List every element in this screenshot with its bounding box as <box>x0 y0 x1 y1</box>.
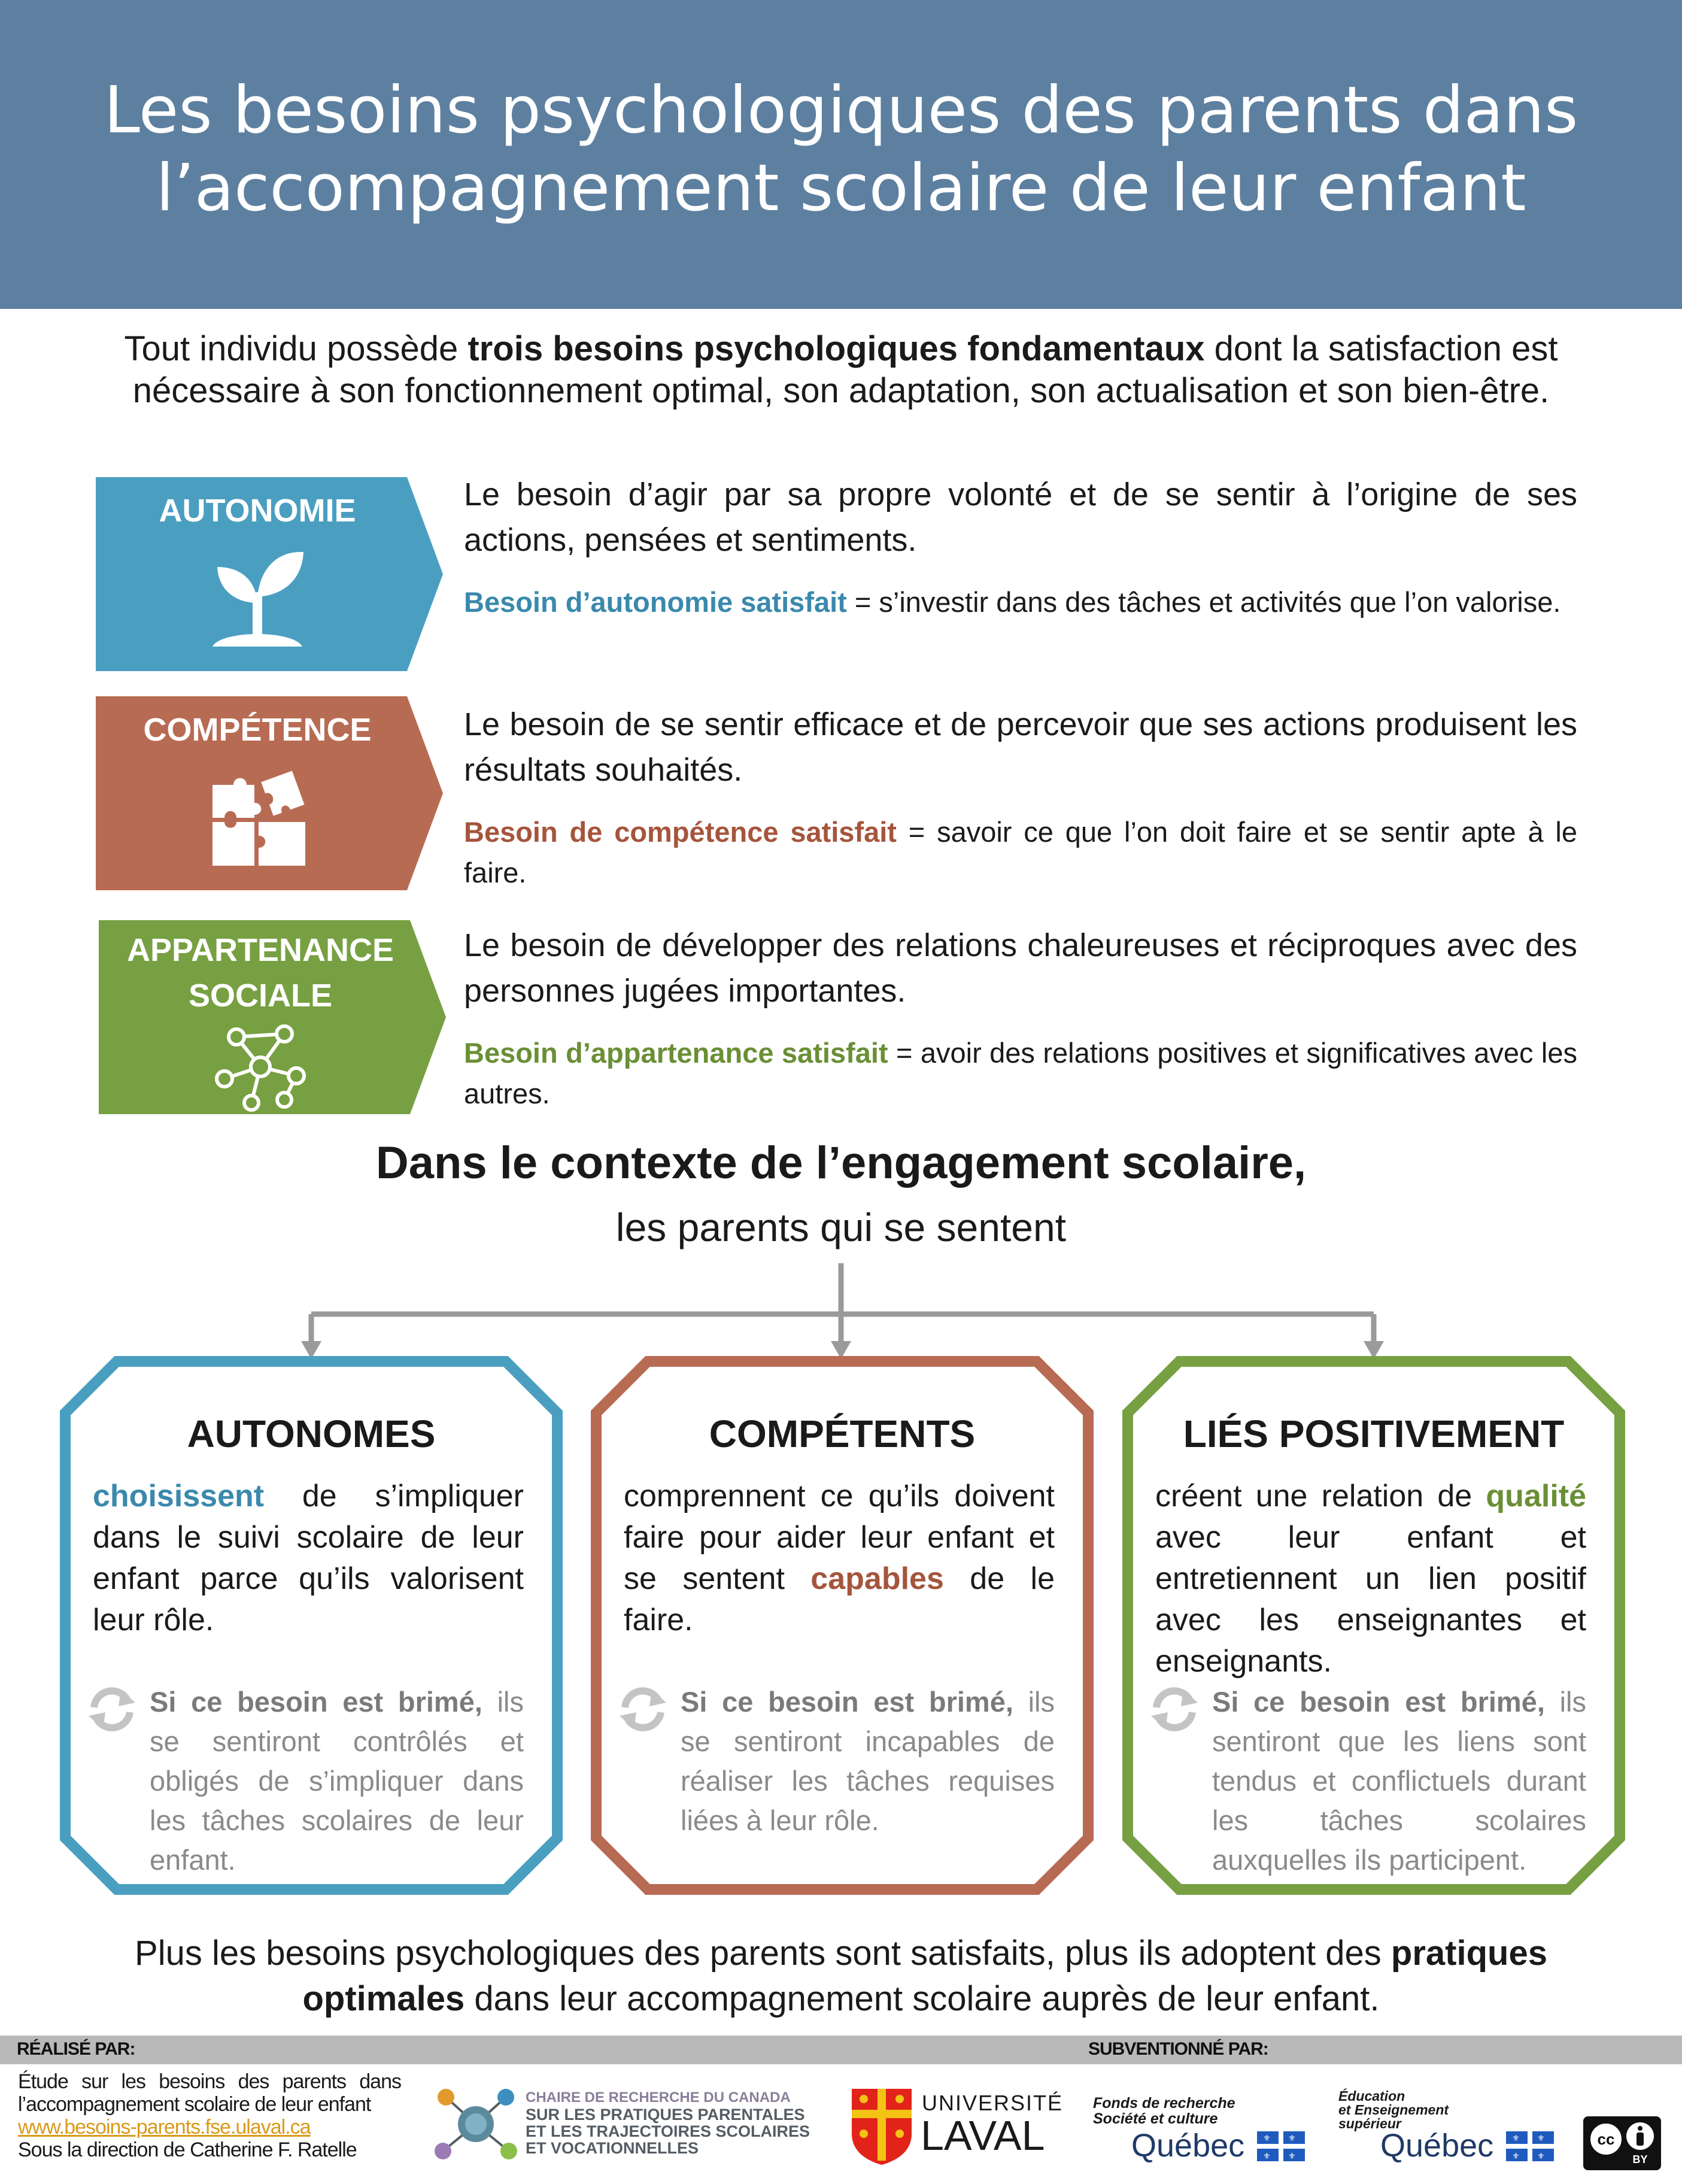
box-brime: Si ce besoin est brimé, ils se sentiront contrôlés et obligés de s’impliquer dans les tâches scolaires de leur enfant. <box>150 1686 524 1876</box>
chaire-logo <box>431 2082 521 2166</box>
connector-arrows <box>0 1263 1682 1365</box>
cc-by-license-badge <box>1583 2116 1661 2170</box>
need-satisfied-competence: Besoin de compétence satisfait = savoir ce que l’on doit faire et se sentir apte à le faire. <box>464 816 1577 888</box>
tag-label: COMPÉTENCE <box>143 712 372 748</box>
by-label: BY <box>1632 2153 1648 2165</box>
laval-wordmark-line2: LAVAL <box>921 2112 1045 2159</box>
tag-label-line2: SOCIALE <box>188 978 333 1014</box>
box-keyword: capables <box>810 1561 944 1596</box>
box-keyword: choisissent <box>93 1479 265 1513</box>
title-line2: l’accompagnement scolaire de leur enfant <box>156 151 1526 226</box>
cycle-icon <box>616 1682 670 1736</box>
context-title: Dans le contexte de l’engagement scolaire, <box>375 1138 1307 1188</box>
box-brime: Si ce besoin est brimé, ils se sentiront incapables de réaliser les tâches requises liées à leur rôle. <box>681 1686 1055 1836</box>
context-subtitle: les parents qui se sentent <box>615 1205 1067 1249</box>
box-competents <box>591 1356 1094 1895</box>
quebec-flag-icon <box>1257 2131 1305 2161</box>
box-text: créent une relation de qualité avec leur enfant et entretiennent un lien positif avec les enseignantes et enseignants. <box>1155 1479 1586 1679</box>
footer-credits <box>18 2070 401 2161</box>
network-icon <box>210 1022 311 1112</box>
svg-text:⚜: ⚜ <box>1263 2134 1271 2143</box>
tag-autonomie <box>96 477 449 671</box>
footer-study: Étude sur les besoins des parents dans l’accompagnement scolaire de leur enfant <box>18 2070 401 2116</box>
frq-name: Fonds de recherche Société et culture <box>1093 2095 1235 2127</box>
cycle-icon <box>1147 1682 1201 1736</box>
page-title <box>0 72 1682 228</box>
svg-text:⚜: ⚜ <box>1263 2152 1271 2161</box>
need-satisfied-appartenance: Besoin d’appartenance satisfait = avoir des relations positives et significatives avec les autres. <box>464 1037 1577 1109</box>
title-emphasis: Les besoins psychologiques des parents <box>104 73 1402 148</box>
tag-label: AUTONOMIE <box>159 493 356 529</box>
laval-wordmark-line1: UNIVERSITÉ <box>922 2091 1064 2115</box>
intro-emphasis: trois besoins psychologiques fondamentaux <box>467 329 1205 368</box>
need-satisfied-autonomie: Besoin d’autonomie satisfait = s’investir dans des tâches et activités que l’on valorise. <box>464 586 1561 618</box>
conclusion: Plus les besoins psychologiques des parents sont satisfaits, plus ils adoptent des pratiques optimales dans leur accompagnement scolaire auprès de leur enfant. <box>135 1934 1547 2018</box>
footer-bar <box>0 2036 1682 2064</box>
box-brime: Si ce besoin est brimé, ils sentiront que les liens sont tendus et conflictuels durant les tâches scolaires auxquelles ils participent. <box>1212 1686 1587 1876</box>
box-autonomes <box>60 1356 563 1895</box>
footer-realise-label: RÉALISÉ PAR: <box>17 2039 135 2059</box>
intro-paragraph: Tout individu possède trois besoins psychologiques fondamentaux dont la satisfaction est nécessaire à son fonctionnement optimal, son adaptation, son actualisation et son bien-être. <box>124 329 1558 410</box>
box-title: LIÉS POSITIVEMENT <box>1183 1412 1565 1455</box>
footer-direction: Sous la direction de Catherine F. Ratelle <box>18 2138 357 2161</box>
svg-text:⚜: ⚜ <box>1537 2134 1545 2143</box>
title-line1-rest: dans <box>1402 73 1578 148</box>
svg-text:⚜: ⚜ <box>1537 2152 1545 2161</box>
person-icon <box>1626 2122 1654 2150</box>
plant-icon <box>201 540 314 654</box>
box-text: choisissent de s’impliquer dans le suivi scolaire de leur enfant parce qu’ils valorisent leur rôle. <box>93 1479 524 1637</box>
need-description-autonomie: Le besoin d’agir par sa propre volonté et de se sentir à l’origine de ses actions, pensées et sentiments. <box>464 477 1577 558</box>
education-quebec-wordmark: Québec <box>1380 2128 1494 2164</box>
tag-label-line1: APPARTENANCE <box>126 932 394 968</box>
laval-crest-icon <box>849 2086 915 2167</box>
box-text: comprennent ce qu’ils doivent faire pour aider leur enfant et se sentent capables de le faire. <box>624 1479 1055 1637</box>
tag-appartenance <box>99 920 452 1114</box>
footer-subventionne-label: SUBVENTIONNÉ PAR: <box>1088 2039 1268 2059</box>
svg-text:⚜: ⚜ <box>1288 2152 1296 2161</box>
box-keyword: qualité <box>1486 1479 1586 1513</box>
chaire-name: CHAIRE DE RECHERCHE DU CANADA SUR LES PRATIQUES PARENTALES ET LES TRAJECTOIRES SCOLAIRES ET VOCATIONNELLES <box>526 2089 810 2157</box>
quebec-flag-icon <box>1506 2131 1554 2161</box>
tag-competence <box>96 696 449 890</box>
svg-text:⚜: ⚜ <box>1288 2134 1296 2143</box>
cc-icon: cc <box>1588 2121 1624 2157</box>
svg-text:⚜: ⚜ <box>1512 2134 1520 2143</box>
need-description-appartenance: Le besoin de développer des relations chaleureuses et réciproques avec des personnes jugées importantes. <box>464 927 1577 1009</box>
puzzle-icon <box>210 767 311 869</box>
box-lies-positivement <box>1122 1356 1625 1895</box>
conclusion-emphasis: pratiques optimales <box>302 1934 1547 2018</box>
need-description-competence: Le besoin de se sentir efficace et de percevoir que ses actions produisent les résultats souhaités. <box>464 706 1577 788</box>
frq-quebec-wordmark: Québec <box>1131 2128 1245 2164</box>
cycle-icon <box>85 1682 139 1736</box>
box-title: AUTONOMES <box>187 1412 436 1455</box>
box-title: COMPÉTENTS <box>709 1412 976 1455</box>
footer-link[interactable]: www.besoins-parents.fse.ulaval.ca <box>18 2116 311 2138</box>
svg-text:⚜: ⚜ <box>1512 2152 1520 2161</box>
education-name: Éducation et Enseignement supérieur <box>1338 2088 1449 2131</box>
